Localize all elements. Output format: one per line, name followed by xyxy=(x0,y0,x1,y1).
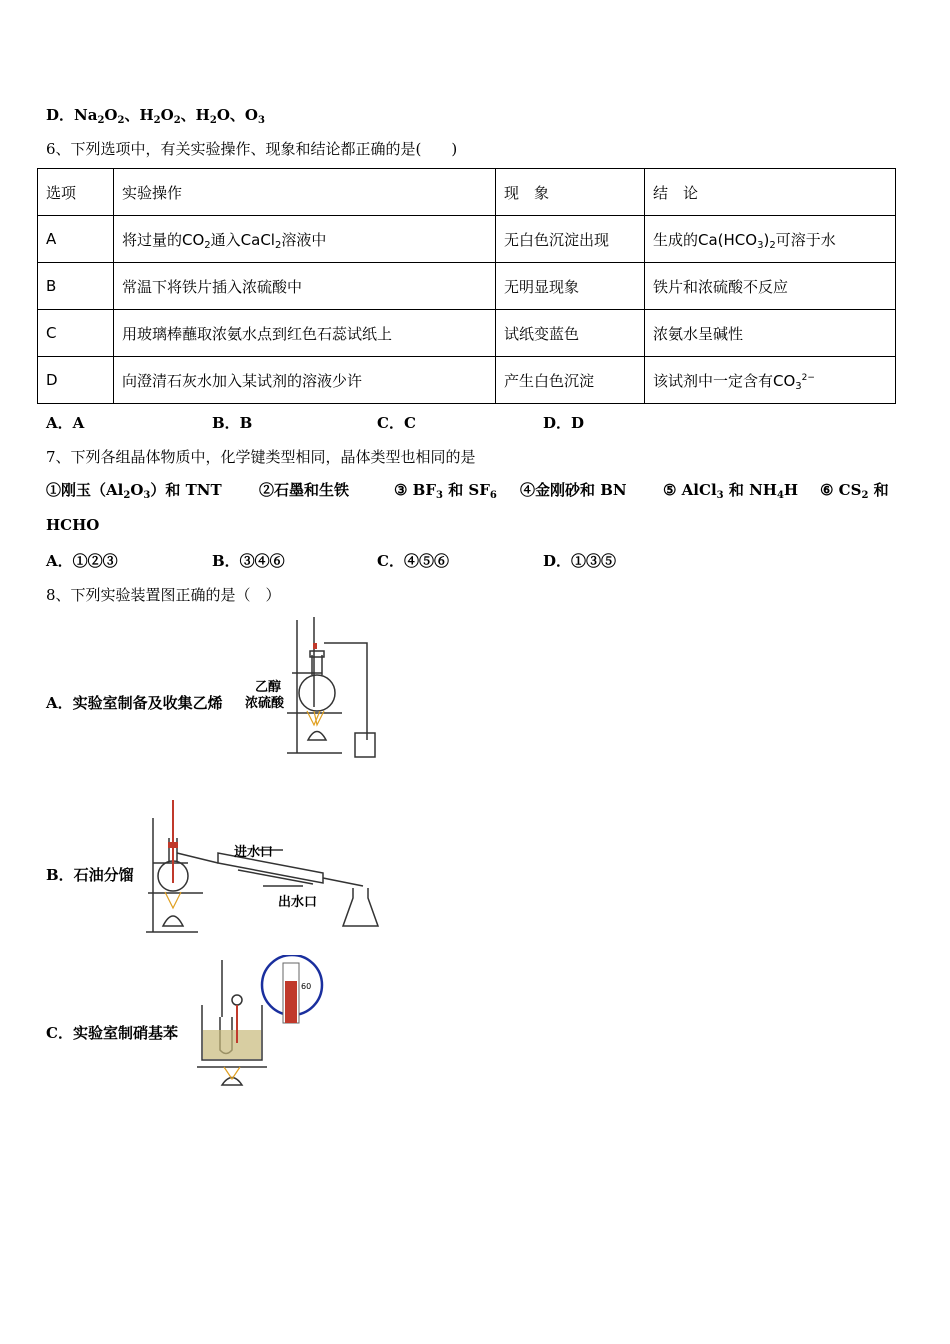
q8-option-a: A．实验室制备及收集乙烯 xyxy=(46,694,223,712)
table-cell: 产生白色沉淀 xyxy=(496,357,645,404)
table-cell: 将过量的$CO_2$通入CaCl$_2$溶液中 xyxy=(114,216,496,263)
table-cell: 铁片和浓硫酸不反应 xyxy=(645,263,896,310)
table-cell: 用玻璃棒蘸取浓氨水点到红色石蕊试纸上 xyxy=(114,310,496,357)
table-header: 现 象 xyxy=(496,169,645,216)
q7-item-4: ④金刚砂和 BN xyxy=(520,481,627,499)
q6-table xyxy=(37,168,896,404)
table-cell: 试纸变蓝色 xyxy=(496,310,645,357)
q7-item-6: ⑥ $CS_2$ 和 xyxy=(820,481,889,501)
table-cell: 常温下将铁片插入浓硫酸中 xyxy=(114,263,496,310)
table-header: 结 论 xyxy=(645,169,896,216)
thermometer-label: 60 xyxy=(301,982,312,991)
q7-item-6-cont: HCHO xyxy=(46,516,100,534)
q7-item-5: ⑤ AlCl$_3$ 和 $NH_4H$ xyxy=(663,481,799,501)
q7-item-3: ③ $BF_3$ 和 $SF_6$ xyxy=(394,481,497,501)
q6-choice-d: D．D xyxy=(543,414,585,432)
q7-choice-b: B．③④⑥ xyxy=(212,552,285,570)
q7-choice-c: C．④⑤⑥ xyxy=(377,552,449,570)
q7-item-1: ①刚玉$(Al_2O_3)$和 TNT xyxy=(46,481,222,501)
q6-choice-b: B．B xyxy=(212,414,253,432)
table-cell: 该试剂中一定含有$CO_3^{2-}$ xyxy=(645,357,896,404)
q7-item-2: ②石墨和生铁 xyxy=(259,481,350,499)
table-cell: B xyxy=(38,263,114,310)
table-header-row xyxy=(38,169,896,216)
table-cell: C xyxy=(38,310,114,357)
q7-stem: 7、下列各组晶体物质中，化学键类型相同，晶体类型也相同的是 xyxy=(46,448,476,466)
table-cell: 无明显现象 xyxy=(496,263,645,310)
ethylene-apparatus-figure xyxy=(242,615,392,760)
q6-choice-a: A．A xyxy=(46,414,85,432)
table-row xyxy=(38,263,896,310)
table-cell: 无白色沉淀出现 xyxy=(496,216,645,263)
table-row xyxy=(38,310,896,357)
table-cell: A xyxy=(38,216,114,263)
table-cell: D xyxy=(38,357,114,404)
table-cell: 向澄清石灰水加入某试剂的溶液少许 xyxy=(114,357,496,404)
figure-label: 乙醇 xyxy=(255,680,282,695)
table-row xyxy=(38,216,896,263)
table-row xyxy=(38,357,896,404)
q6-stem: 6、下列选项中，有关实验操作、现象和结论都正确的是( ) xyxy=(46,140,458,158)
q5-option-d: D．$Na_2O_2$、$H_2O_2$、$H_2O$、$O_3$ xyxy=(46,106,265,126)
table-header: 选项 xyxy=(38,169,114,216)
q8-option-c: C．实验室制硝基苯 xyxy=(46,1024,178,1042)
figure-label: 进水口 xyxy=(234,845,274,860)
distillation-apparatus-figure xyxy=(138,798,386,938)
figure-label: 出水口 xyxy=(278,895,318,910)
q6-choice-c: C．C xyxy=(377,414,416,432)
q8-stem: 8、下列实验装置图正确的是（ ） xyxy=(46,586,281,604)
table-cell: 浓氨水呈碱性 xyxy=(645,310,896,357)
q8-option-b: B．石油分馏 xyxy=(46,866,134,884)
nitrobenzene-apparatus-figure xyxy=(192,955,332,1090)
table-cell: 生成的$Ca(HCO_3)_2$可溶于水 xyxy=(645,216,896,263)
q7-choice-a: A．①②③ xyxy=(46,552,118,570)
figure-label: 浓硫酸 xyxy=(245,696,285,711)
table-header: 实验操作 xyxy=(114,169,496,216)
q7-choice-d: D．①③⑤ xyxy=(543,552,617,570)
